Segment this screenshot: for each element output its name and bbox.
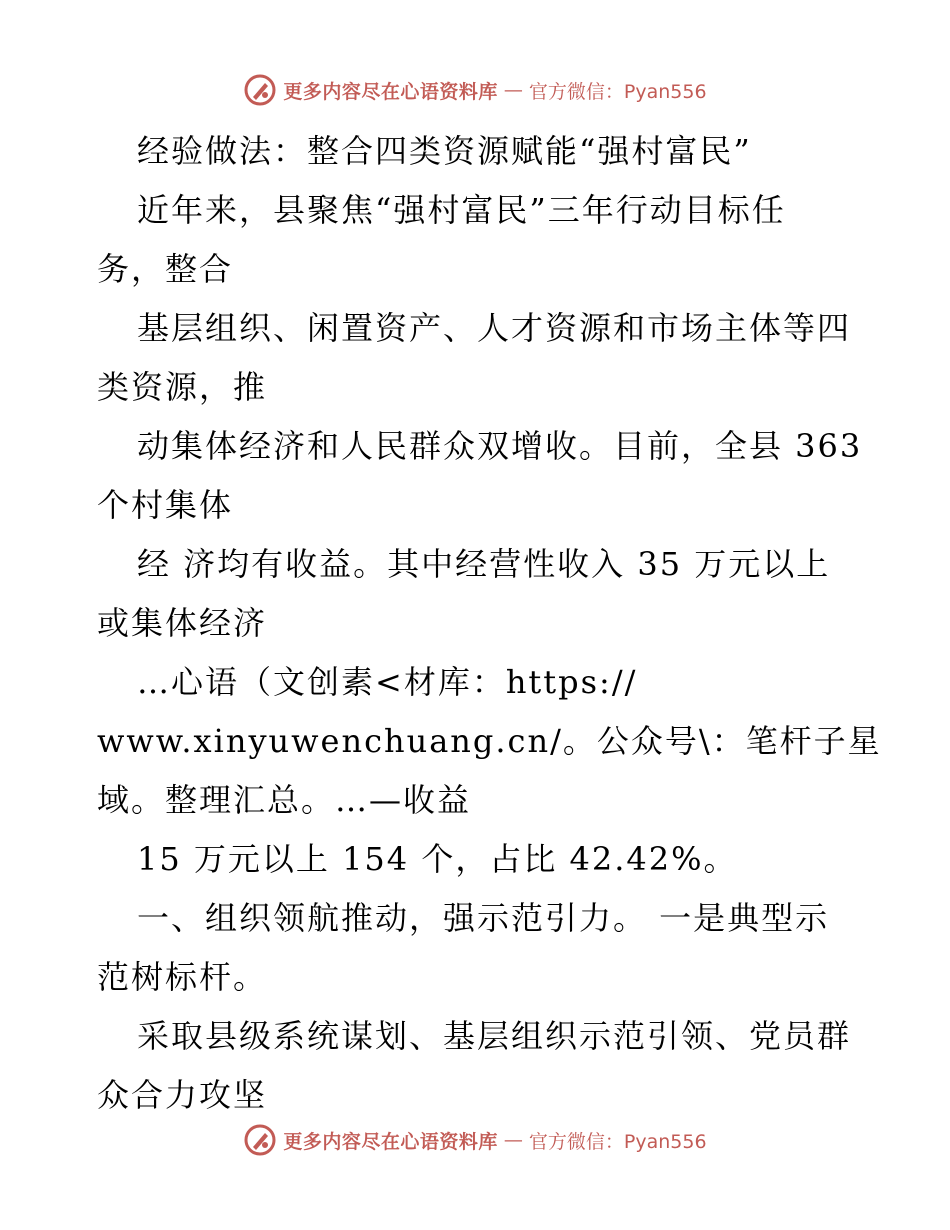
text-line: 采取县级系统谋划、基层组织示范引领、党员群: [137, 1017, 852, 1055]
footer-banner: [0, 1120, 950, 1160]
text-line: 类资源，推: [97, 368, 268, 406]
header-banner: [0, 70, 950, 110]
banner-title: 更多内容尽在心语资料库: [283, 1130, 498, 1153]
text-line: 众合力攻坚: [97, 1076, 268, 1114]
banner-wechat: 官方微信：Pyan556: [528, 1130, 707, 1153]
text-line: 务，整合: [97, 250, 234, 288]
banner-title: 更多内容尽在心语资料库: [283, 80, 498, 103]
text-line: 经 济均有收益。其中经营性收入 35 万元以上: [137, 545, 831, 583]
text-line: 一、组织领航推动，强示范引力。 一是典型示: [137, 899, 830, 937]
document-body: [97, 122, 882, 1125]
text-line: 基层组织、闲置资产、人才资源和市场主体等四: [137, 309, 852, 347]
text-line: 范树标杆。: [97, 958, 268, 996]
pen-logo-icon: [243, 1123, 277, 1157]
text-line: 近年来，县聚焦“强村富民”三年行动目标任: [137, 191, 786, 229]
banner-wechat: 官方微信：Pyan556: [528, 80, 707, 103]
text-line: 或集体经济: [97, 604, 268, 642]
text-line: …心语（文创素<材库：https://: [137, 663, 638, 701]
text-line: 域。整理汇总。…—收益: [97, 781, 472, 819]
text-line: 动集体经济和人民群众双增收。目前，全县 363: [137, 427, 863, 465]
text-line: www.xinyuwenchuang.cn/。公众号\：笔杆子星: [97, 722, 882, 760]
banner-separator: —: [503, 1129, 523, 1151]
pen-logo-icon: [243, 73, 277, 107]
text-line: 15 万元以上 154 个，占比 42.42%。: [137, 840, 738, 878]
text-line: 经验做法：整合四类资源赋能“强村富民”: [137, 132, 752, 170]
text-line: 个村集体: [97, 486, 234, 524]
banner-separator: —: [503, 79, 523, 101]
